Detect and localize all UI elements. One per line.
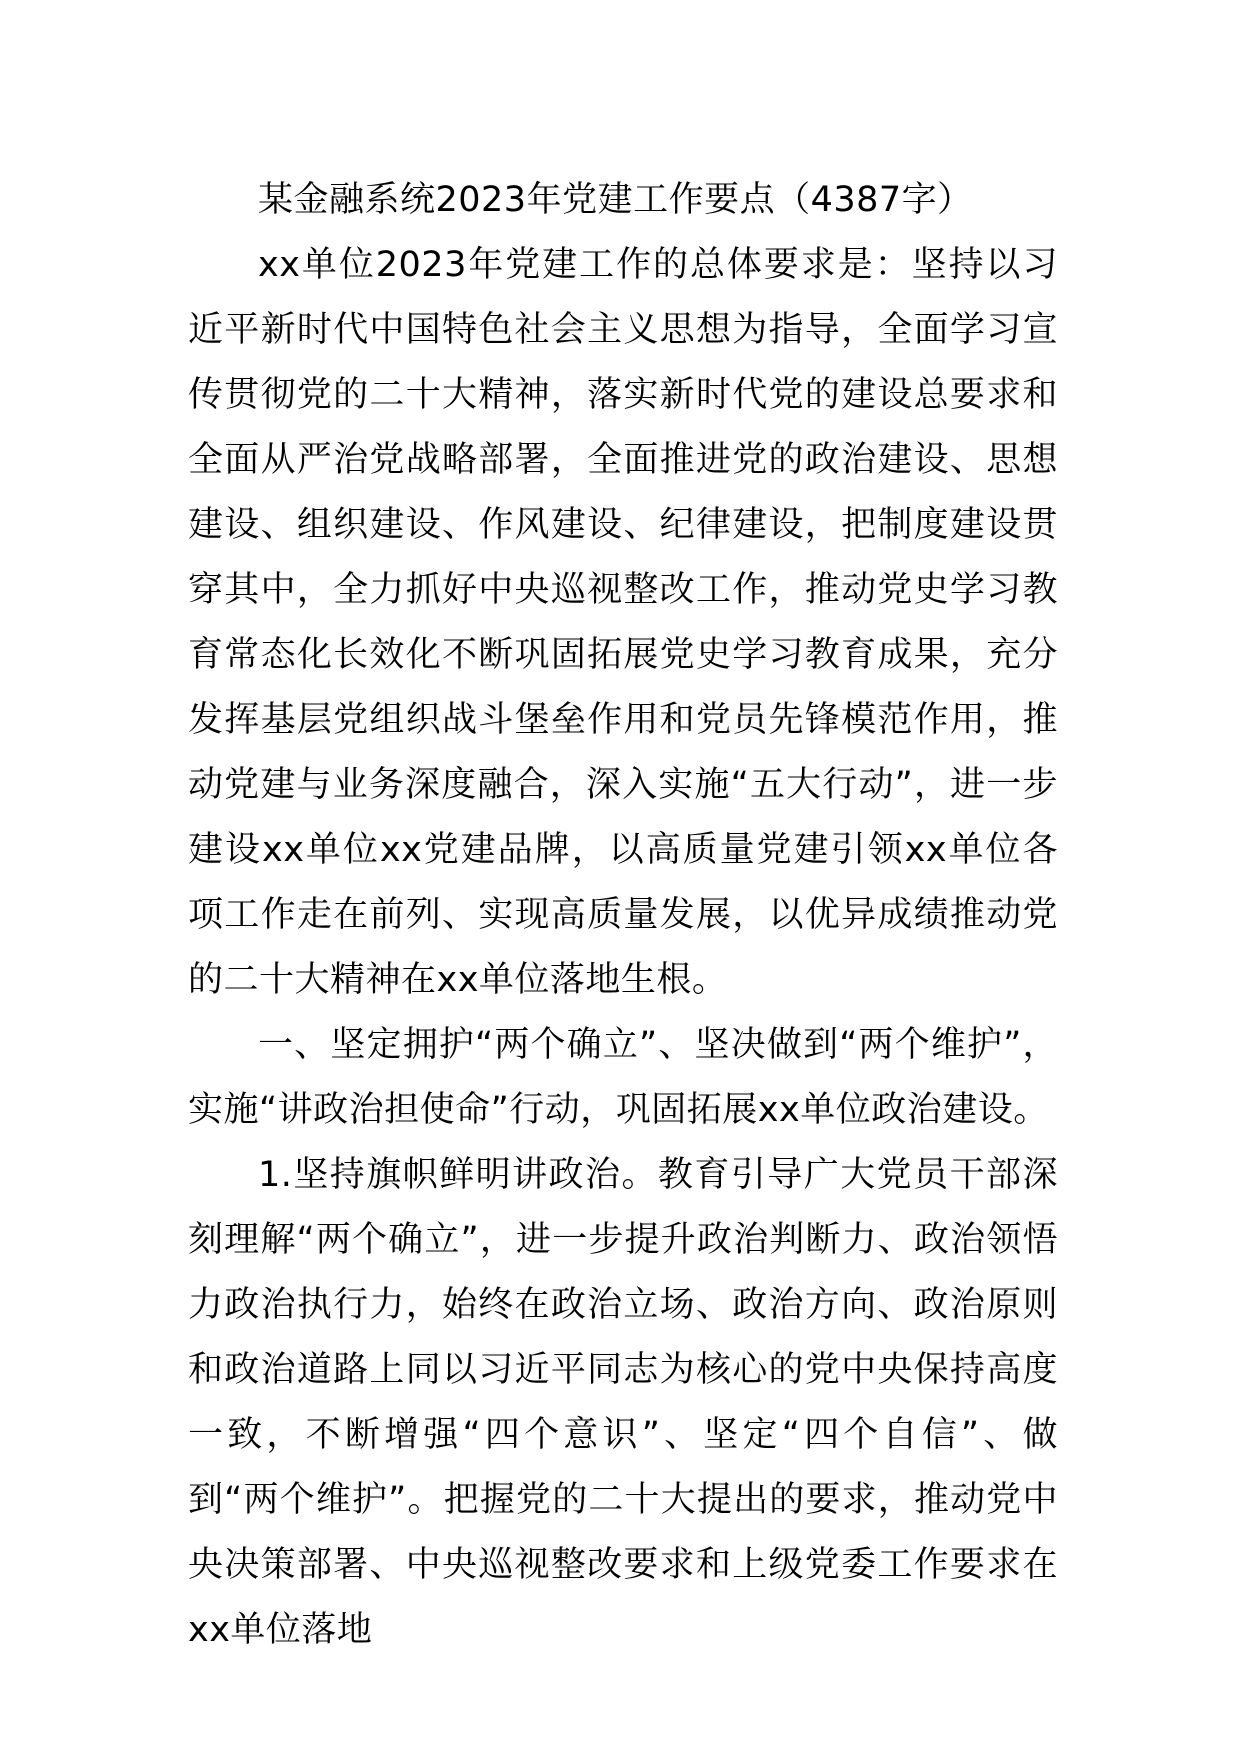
section-heading-1: 一、坚定拥护“两个确立”、坚决做到“两个维护”，实施“讲政治担使命”行动，巩固拓展xx单位政治建设。 [188, 1025, 1058, 1130]
document-body [188, 168, 1058, 1663]
paragraph-item-1: 1.坚持旗帜鲜明讲政治。教育引导广大党员干部深刻理解“两个确立”，进一步提升政治判断力、政治领悟力政治执行力，始终在政治立场、政治方向、政治原则和政治道路上同以习近平同志为核心的党中央保持高度一致，不断增强“四个意识”、坚定“四个自信”、做到“两个维护”。把握党的二十大提出的要求，推动党中央决策部署、中央巡视整改要求和上级党委工作要求在xx单位落地 [188, 1155, 1058, 1650]
paragraph-general-requirements: xx单位2023年党建工作的总体要求是：坚持以习近平新时代中国特色社会主义思想为指导，全面学习宣传贯彻党的二十大精神，落实新时代党的建设总要求和全面从严治党战略部署，全面推进党的政治建设、思想建设、组织建设、作风建设、纪律建设，把制度建设贯穿其中，全力抓好中央巡视整改工作，推动党史学习教育常态化长效化不断巩固拓展党史学习教育成果，充分发挥基层党组织战斗堡垒作用和党员先锋模范作用，推动党建与业务深度融合，深入实施“五大行动”，进一步建设xx单位xx党建品牌，以高质量党建引领xx单位各项工作走在前列、实现高质量发展，以优异成绩推动党的二十大精神在xx单位落地生根。 [188, 245, 1058, 1000]
document-title: 某金融系统2023年党建工作要点（4387字） [258, 180, 973, 220]
